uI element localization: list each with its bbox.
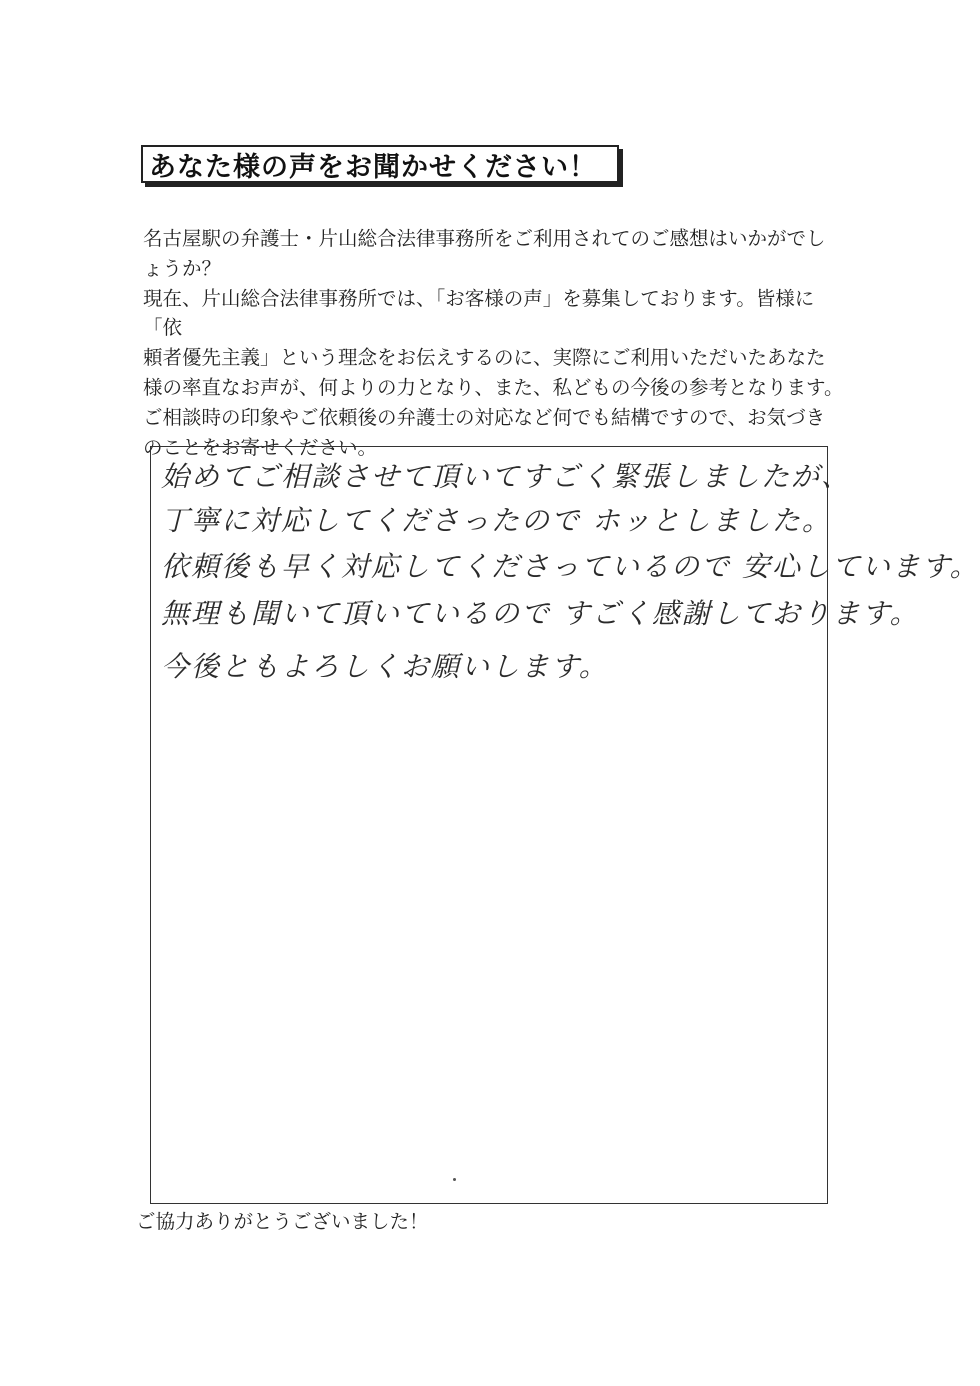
page-title: あなた様の声をお聞かせください！ [149, 151, 597, 183]
intro-line: 現在、片山総合法律事務所では、「お客様の声」を募集しております。皆様に「依 [143, 286, 815, 340]
handwritten-line: 丁寧に対応してくださったので ホッとしました。 [161, 504, 832, 537]
thanks-message: ご協力ありがとうございました！ [136, 1210, 429, 1233]
title-box [141, 145, 619, 183]
intro-line: 名古屋駅の弁護士・片山総合法律事務所をご利用されてのご感想はいかがでし [143, 227, 826, 250]
intro-paragraph [143, 224, 845, 462]
handwritten-line: 依頼後も早く対応してくださっているので 安心しています。 [161, 550, 980, 583]
intro-line: のことをお寄せください。 [143, 435, 378, 459]
ink-dot [453, 1178, 456, 1181]
handwritten-line: 無理も聞いて頂いているので すごく感謝しております。 [161, 597, 920, 630]
intro-line: 頼者優先主義」という理念をお伝えするのに、実際にご利用いただいたあなた [143, 346, 826, 370]
handwritten-line: 今後ともよろしくお願いします。 [161, 650, 609, 683]
handwritten-comment-box [150, 446, 980, 1204]
handwritten-line: 始めてご相談させて頂いてすごく緊張しましたが、 [161, 460, 852, 493]
intro-line: ょうか？ [143, 256, 222, 280]
intro-line: ご相談時の印象やご依頼後の弁護士の対応など何でも結構ですので、お気づき [143, 405, 826, 429]
intro-line: 様の率直なお声が、何よりの力となり、また、私どもの今後の参考となります。 [143, 375, 844, 399]
